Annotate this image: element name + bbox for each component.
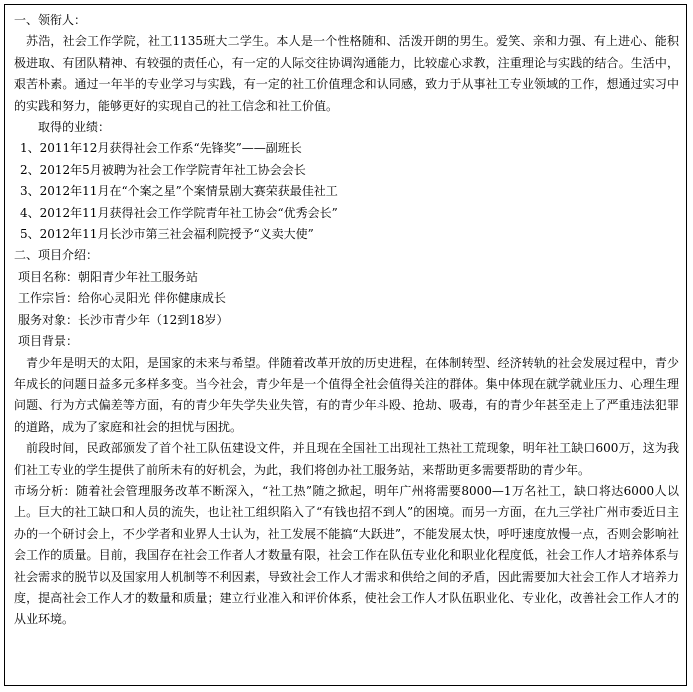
document-page	[4, 4, 687, 686]
section-heading-project: 二、项目介绍：	[14, 248, 99, 263]
project-purpose: 工作宗旨：给你心灵阳光 伴你健康成长	[18, 291, 226, 306]
achievement-item-2: 2、2012年5月被聘为社会工作学院青年社工协会会长	[20, 162, 306, 177]
background-paragraph-2: 前段时间，民政部颁发了首个社工队伍建设文件，并且现在全国社工出现社工热社工荒现象，明年社工缺口600万，这为我们社工专业的学生提供了前所未有的好机会，为此，我们将创办社工服务站，来帮助更多需要帮助的青少年。	[14, 441, 679, 477]
achievement-item-4: 4、2012年11月获得社会工作学院青年社工协会“优秀会长”	[20, 205, 338, 220]
background-paragraph-1: 青少年是明天的太阳，是国家的未来与希望。伴随着改革开放的历史进程，在体制转型、经济转轨的社会发展过程中，青少年成长的问题日益多元多样多变。当今社会，青少年是一个值得全社会值得关注的群体。集中体现在就学就业压力、心理生理问题、行为方式偏差等方面，有的青少年失学失业失管，有的青少年斗殴、抢劫、吸毒，有的青少年甚至走上了严重违法犯罪的道路，成为了家庭和社会的担忧与困扰。	[14, 355, 679, 434]
background-heading: 项目背景：	[18, 334, 79, 349]
achievement-item-1: 1、2011年12月获得社会工作系“先锋奖”——副班长	[20, 141, 302, 156]
project-target: 服务对象：长沙市青少年（12到18岁）	[18, 312, 229, 327]
leader-intro-paragraph: 苏浩，社会工作学院，社工1135班大二学生。本人是一个性格随和、活泼开朗的男生。爱笑、亲和力强、有上进心、能积极进取、有团队精神、有较强的责任心，有一定的人际交往协调沟通能力，比较虚心求教，注重理论与实践的结合。生活中，艰苦朴素。通过一年半的专业学习与实践，有一定的社工价值理念和认同感，致力于从事社工专业领域的工作，想通过实习中的实践和努力，能够更好的实现自己的社工信念和社工价值。	[14, 34, 679, 113]
market-analysis-paragraph: 市场分析：随着社会管理服务改革不断深入，“社工热”随之掀起，明年广州将需要8000—1万名社工，缺口将达6000人以上。巨大的社工缺口和人员的流失，也让社工组织陷入了“有钱也招不到人”的困境。而另一方面，在九三学社广州市委近日主办的一个研讨会上，不少学者和业界人士认为，社工发展不能搞“大跃进”，不能发展太快，呼吁速度放慢一点，否则会影响社会工作的质量。目前，我国存在社会工作者人才数量有限，社会工作在队伍专业化和职业化程度低，社会工作人才培养体系与社会需求的脱节以及国家用人机制等不利因素，导致社会工作人才需求和供给之间的矛盾，因此需要加大社会工作人才培养力度，提高社会工作人才的数量和质量；建立行业准入和评价体系，使社会工作人才队伍职业化、专业化，改善社会工作人才的从业环境。	[14, 483, 679, 627]
project-name: 项目名称：朝阳青少年社工服务站	[18, 269, 199, 284]
section-heading-leader: 一、领衔人：	[14, 13, 87, 27]
achievement-item-3: 3、2012年11月在“个案之星”个案情景剧大赛荣获最佳社工	[20, 184, 338, 199]
achievement-item-5: 5、2012年11月长沙市第三社会福利院授予“义卖大使”	[20, 227, 314, 242]
achievements-heading: 取得的业绩：	[38, 120, 111, 135]
